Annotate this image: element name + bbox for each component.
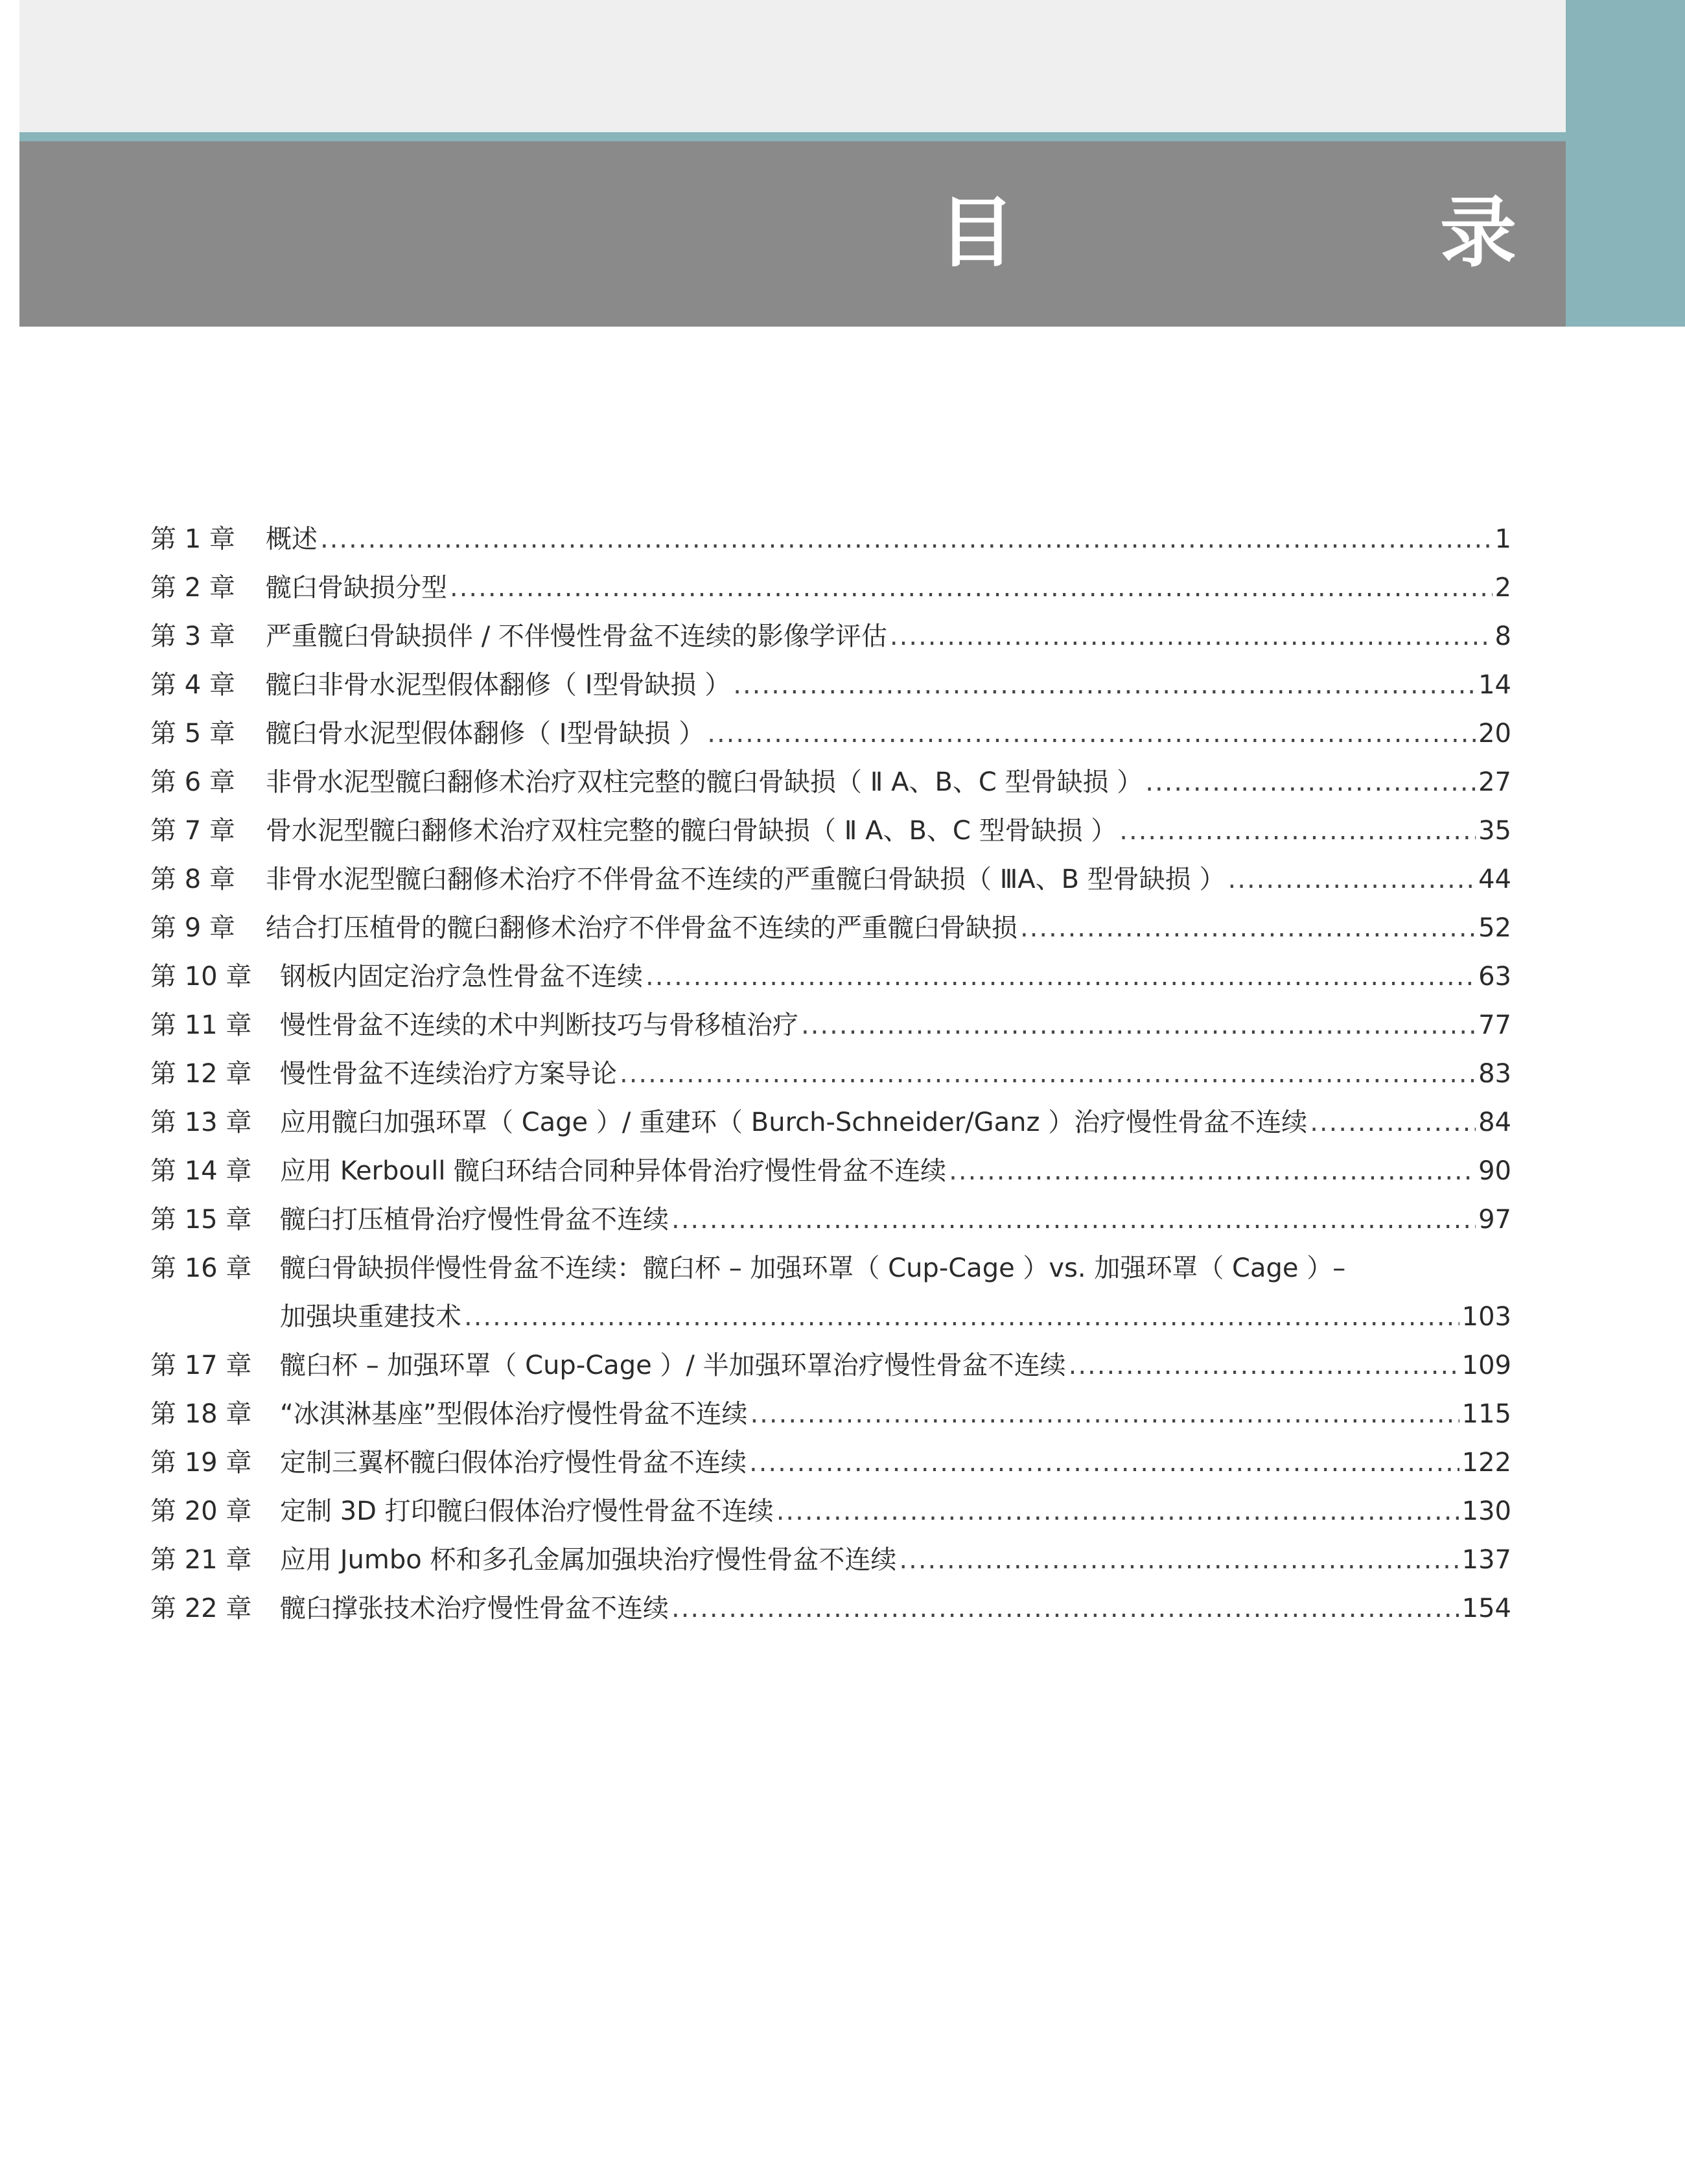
toc-entry[interactable]: [150, 1196, 1511, 1244]
dot-leader: [801, 1001, 1476, 1050]
chapter-number: 第 14 章: [150, 1156, 252, 1186]
dot-leader: [1145, 758, 1476, 807]
chapter-title: 概述: [266, 524, 318, 554]
page-number: 130: [1461, 1496, 1511, 1526]
dot-leader: [890, 612, 1493, 661]
toc-entry[interactable]: [150, 807, 1511, 855]
table-of-contents: [150, 515, 1511, 1633]
page-number: 83: [1478, 1059, 1511, 1089]
chapter-number: 第 1 章: [150, 524, 235, 554]
chapter-title: “冰淇淋基座”型假体治疗慢性骨盆不连续: [280, 1399, 748, 1429]
chapter-title-continuation: 加强块重建技术: [280, 1302, 461, 1332]
header-accent-line: [19, 132, 1566, 141]
chapter-title: 髋臼杯 – 加强环罩（ Cup-Cage ）/ 半加强环罩治疗慢性骨盆不连续: [280, 1351, 1066, 1380]
chapter-title: 髋臼打压植骨治疗慢性骨盆不连续: [280, 1205, 669, 1235]
chapter-number: 第 6 章: [150, 767, 235, 797]
dot-leader: [949, 1147, 1476, 1196]
toc-entry[interactable]: [150, 661, 1511, 710]
toc-entry[interactable]: [150, 1244, 1511, 1293]
toc-entry[interactable]: [150, 564, 1511, 612]
dot-leader: [1020, 904, 1476, 953]
chapter-number: 第 10 章: [150, 962, 252, 992]
chapter-title: 髋臼骨缺损分型: [266, 573, 447, 603]
toc-entry[interactable]: [150, 1098, 1511, 1147]
chapter-title: 应用 Kerboull 髋臼环结合同种异体骨治疗慢性骨盆不连续: [280, 1156, 947, 1186]
toc-entry[interactable]: [150, 710, 1511, 758]
chapter-number: 第 5 章: [150, 719, 235, 749]
page-title: 目 录: [938, 188, 1607, 277]
dot-leader: [645, 953, 1476, 1001]
header-light-band: [19, 0, 1566, 132]
toc-entry[interactable]: [150, 1585, 1511, 1633]
toc-entry[interactable]: [150, 855, 1511, 904]
chapter-number: 第 3 章: [150, 622, 235, 651]
chapter-title: 骨水泥型髋臼翻修术治疗双柱完整的髋臼骨缺损（ Ⅱ A、B、C 型骨缺损 ）: [266, 816, 1117, 846]
page-number: 35: [1478, 816, 1511, 846]
dot-leader: [1228, 855, 1476, 904]
dot-leader: [464, 1293, 1459, 1342]
toc-entry[interactable]: [150, 1536, 1511, 1585]
page-number: 8: [1494, 622, 1511, 651]
chapter-title: 定制三翼杯髋臼假体治疗慢性骨盆不连续: [280, 1448, 747, 1478]
chapter-title: 非骨水泥型髋臼翻修术治疗双柱完整的髋臼骨缺损（ Ⅱ A、B、C 型骨缺损 ）: [266, 767, 1143, 797]
toc-entry[interactable]: [150, 1001, 1511, 1050]
dot-leader: [733, 661, 1476, 710]
chapter-number: 第 16 章: [150, 1253, 252, 1283]
page-number: 109: [1461, 1351, 1511, 1380]
dot-leader: [1069, 1342, 1459, 1390]
page-number: 52: [1478, 913, 1511, 943]
dot-leader: [671, 1585, 1459, 1633]
dot-leader: [1119, 807, 1476, 855]
page-number: 90: [1478, 1156, 1511, 1186]
chapter-title: 髋臼骨缺损伴慢性骨盆不连续：髋臼杯 – 加强环罩（ Cup-Cage ）vs. 加强环罩（ Cage ）–: [280, 1253, 1346, 1283]
page-number: 97: [1478, 1205, 1511, 1235]
page-number: 2: [1494, 573, 1511, 603]
chapter-number: 第 9 章: [150, 913, 235, 943]
dot-leader: [750, 1390, 1459, 1439]
chapter-number: 第 22 章: [150, 1594, 252, 1623]
page-number: 77: [1478, 1010, 1511, 1040]
toc-entry[interactable]: [150, 1390, 1511, 1439]
page-number: 115: [1461, 1399, 1511, 1429]
chapter-number: 第 2 章: [150, 573, 235, 603]
chapter-title: 髋臼撑张技术治疗慢性骨盆不连续: [280, 1594, 669, 1623]
chapter-title: 严重髋臼骨缺损伴 / 不伴慢性骨盆不连续的影像学评估: [266, 622, 887, 651]
chapter-number: 第 19 章: [150, 1448, 252, 1478]
chapter-number: 第 7 章: [150, 816, 235, 846]
page-number: 1: [1494, 524, 1511, 554]
page-number: 137: [1461, 1545, 1511, 1575]
page-number: 14: [1478, 670, 1511, 700]
page-number: 103: [1461, 1302, 1511, 1332]
chapter-title: 应用 Jumbo 杯和多孔金属加强块治疗慢性骨盆不连续: [280, 1545, 897, 1575]
chapter-number: 第 20 章: [150, 1496, 252, 1526]
chapter-number: 第 17 章: [150, 1351, 252, 1380]
dot-leader: [749, 1439, 1459, 1487]
chapter-title: 慢性骨盆不连续治疗方案导论: [280, 1059, 617, 1089]
chapter-title: 髋臼非骨水泥型假体翻修（ Ⅰ型骨缺损 ）: [266, 670, 731, 700]
chapter-number: 第 12 章: [150, 1059, 252, 1089]
chapter-title: 慢性骨盆不连续的术中判断技巧与骨移植治疗: [280, 1010, 798, 1040]
dot-leader: [620, 1050, 1476, 1098]
dot-leader: [450, 564, 1493, 612]
chapter-number: 第 11 章: [150, 1010, 252, 1040]
toc-entry[interactable]: [150, 953, 1511, 1001]
dot-leader: [671, 1196, 1476, 1244]
toc-entry[interactable]: [150, 515, 1511, 564]
page-number: 63: [1478, 962, 1511, 992]
side-accent-tab: [1566, 0, 1685, 327]
toc-entry[interactable]: [150, 904, 1511, 953]
chapter-number: 第 13 章: [150, 1108, 252, 1137]
chapter-number: 第 4 章: [150, 670, 235, 700]
toc-entry[interactable]: [150, 1147, 1511, 1196]
chapter-title: 钢板内固定治疗急性骨盆不连续: [280, 962, 643, 992]
chapter-number: 第 15 章: [150, 1205, 252, 1235]
chapter-number: 第 21 章: [150, 1545, 252, 1575]
toc-entry[interactable]: [150, 1439, 1511, 1487]
toc-entry[interactable]: [150, 1050, 1511, 1098]
dot-leader: [776, 1487, 1459, 1536]
chapter-title: 定制 3D 打印髋臼假体治疗慢性骨盆不连续: [280, 1496, 774, 1526]
chapter-title: 非骨水泥型髋臼翻修术治疗不伴骨盆不连续的严重髋臼骨缺损（ ⅢA、B 型骨缺损 ）: [266, 865, 1226, 894]
page-number: 20: [1478, 719, 1511, 749]
toc-entry[interactable]: [150, 1487, 1511, 1536]
dot-leader: [1310, 1098, 1476, 1147]
toc-entry[interactable]: [150, 1342, 1511, 1390]
chapter-title: 应用髋臼加强环罩（ Cage ）/ 重建环（ Burch-Schneider/Ganz ）治疗慢性骨盆不连续: [280, 1108, 1308, 1137]
toc-entry[interactable]: [150, 758, 1511, 807]
chapter-number: 第 18 章: [150, 1399, 252, 1429]
page-number: 27: [1478, 767, 1511, 797]
toc-entry[interactable]: [150, 612, 1511, 661]
page-number: 84: [1478, 1108, 1511, 1137]
toc-entry-continuation[interactable]: [150, 1293, 1511, 1342]
page-number: 44: [1478, 865, 1511, 894]
dot-leader: [320, 515, 1493, 564]
chapter-title: 结合打压植骨的髋臼翻修术治疗不伴骨盆不连续的严重髋臼骨缺损: [266, 913, 1017, 943]
chapter-number: 第 8 章: [150, 865, 235, 894]
chapter-title: 髋臼骨水泥型假体翻修（ Ⅰ型骨缺损 ）: [266, 719, 705, 749]
page-number: 154: [1461, 1594, 1511, 1623]
dot-leader: [899, 1536, 1459, 1585]
dot-leader: [707, 710, 1476, 758]
page-number: 122: [1461, 1448, 1511, 1478]
